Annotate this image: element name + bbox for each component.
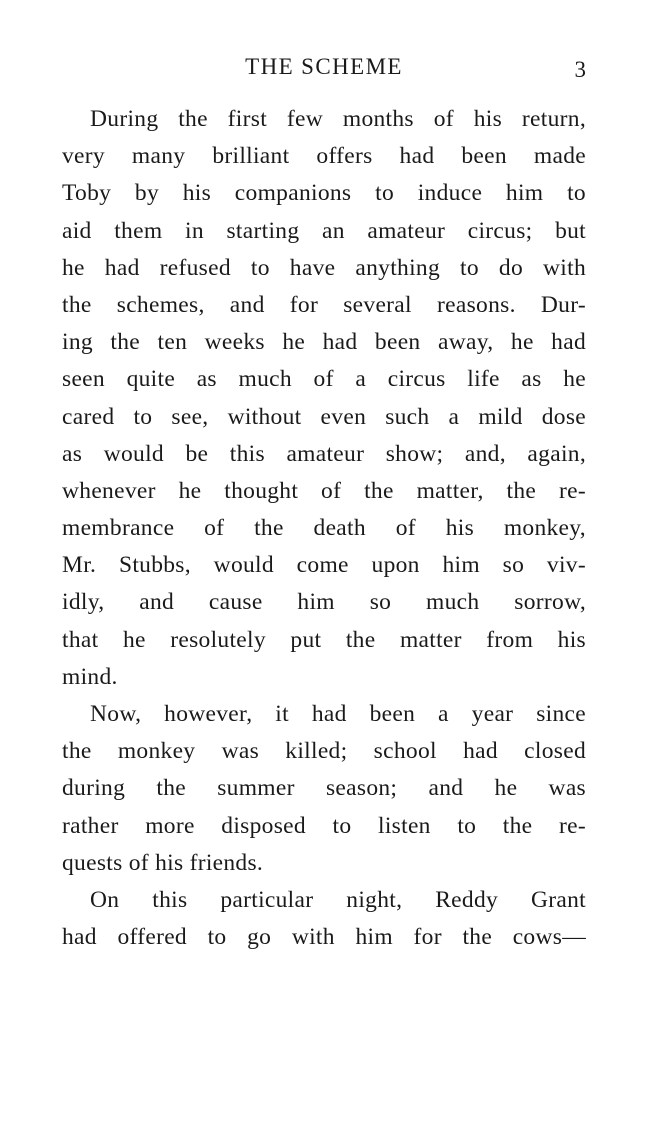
text-line: During the first few months of his return, xyxy=(90,106,586,132)
text-line: had offered to go with him for the cows— xyxy=(62,924,586,951)
text-line: whenever he thought of the matter, the re- xyxy=(62,477,586,504)
paragraph-2 xyxy=(62,696,586,882)
text-line: rather more disposed to listen to the re- xyxy=(62,812,586,839)
text-line: idly, and cause him so much sorrow, xyxy=(62,589,586,616)
text-line: the monkey was killed; school had closed xyxy=(62,738,586,765)
text-line: during the summer season; and he was xyxy=(62,775,586,802)
running-title: THE SCHEME xyxy=(245,54,403,79)
text-line: aid them in starting an amateur circus; but xyxy=(62,217,586,244)
text-line: cared to see, without even such a mild dose xyxy=(62,403,586,430)
text-line: Now, however, it had been a year since xyxy=(90,701,586,727)
text-line: quests of his friends. xyxy=(62,849,264,876)
text-line: Mr. Stubbs, would come upon him so viv- xyxy=(62,552,586,579)
text-body xyxy=(62,101,586,956)
text-line: the schemes, and for several reasons. Dur- xyxy=(62,291,586,318)
text-line: seen quite as much of a circus life as he xyxy=(62,366,586,393)
text-line: he had refused to have anything to do with xyxy=(62,254,586,281)
text-line: membrance of the death of his monkey, xyxy=(62,515,586,542)
text-line: as would be this amateur show; and, again, xyxy=(62,440,586,467)
running-head xyxy=(0,54,648,88)
paragraph-1 xyxy=(62,101,586,696)
text-line: very many brilliant offers had been made xyxy=(62,143,586,170)
text-line: mind. xyxy=(62,663,118,690)
text-line: ing the ten weeks he had been away, he had xyxy=(62,329,586,356)
text-line: that he resolutely put the matter from his xyxy=(62,626,586,653)
page-number: 3 xyxy=(574,57,586,82)
text-line: Toby by his companions to induce him to xyxy=(62,180,586,207)
text-line: On this particular night, Reddy Grant xyxy=(90,886,586,913)
paragraph-3 xyxy=(62,882,586,956)
